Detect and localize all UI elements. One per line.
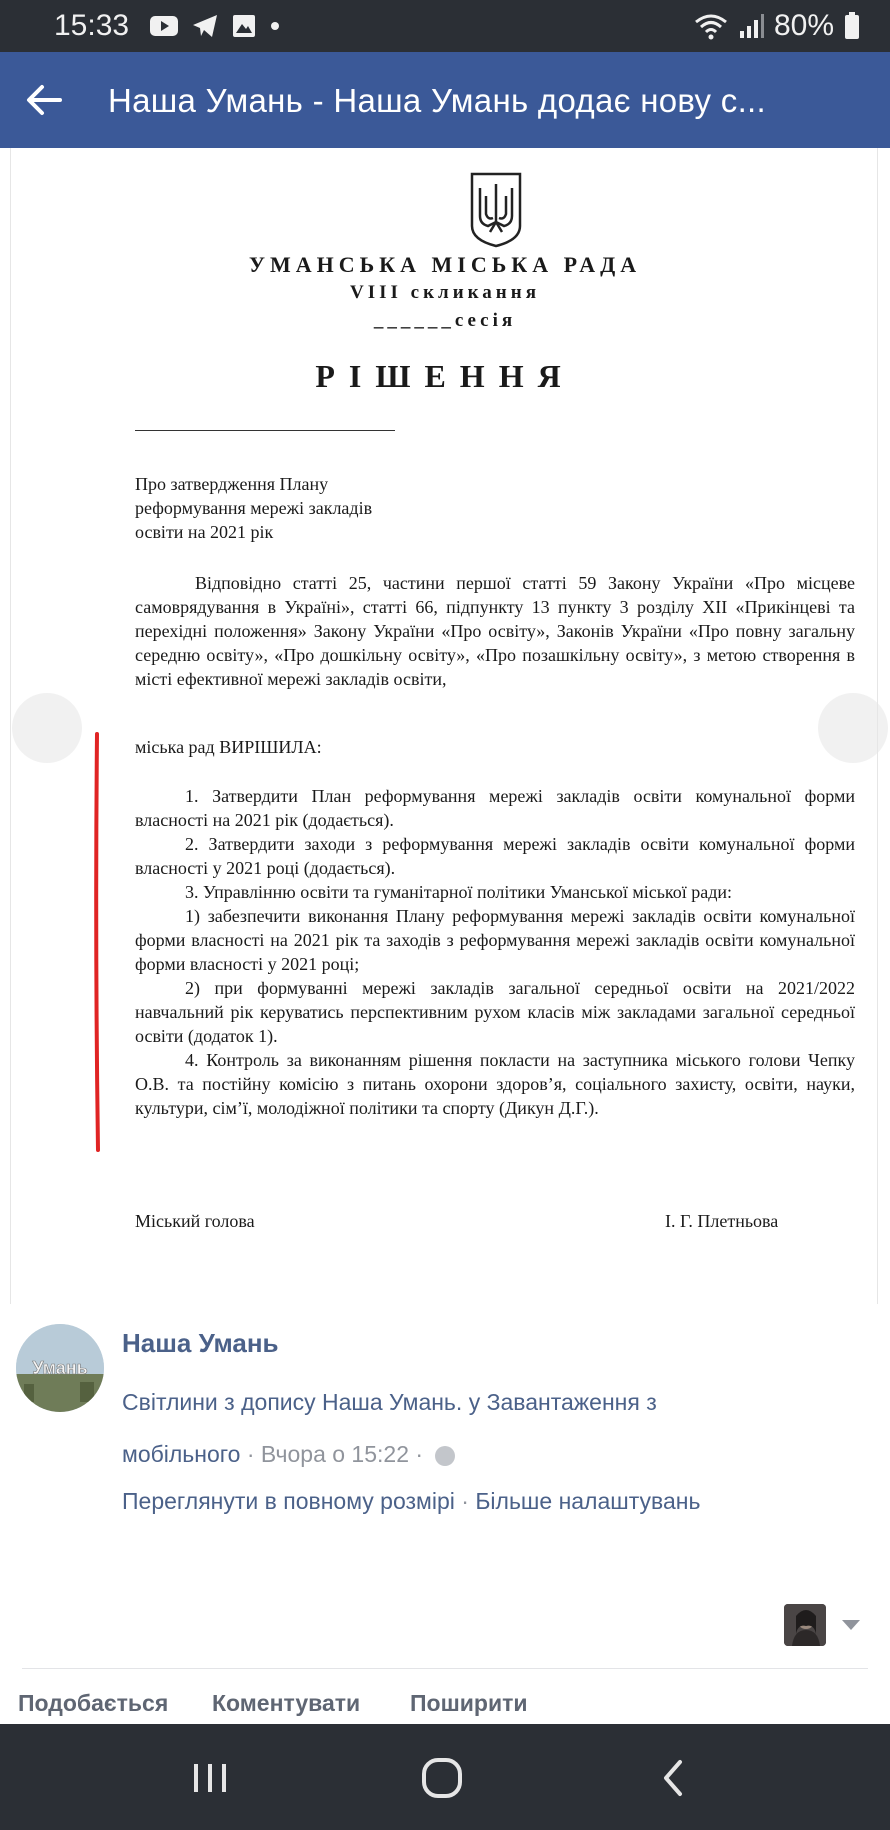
decision-title: РІШЕННЯ [315,358,575,394]
view-full-size-link[interactable]: Переглянути в повному розмірі [122,1488,455,1514]
status-time: 15:33 [54,9,130,42]
back-icon[interactable] [644,1748,704,1808]
decision-item: 3. Управлінню освіти та гуманітарної політики Уманської міської ради: [185,882,733,902]
comment-button[interactable]: Коментувати [212,1690,361,1716]
previous-photo-button[interactable] [12,693,82,763]
subject-line: реформування мережі закладів [135,498,373,518]
reactor-avatar[interactable] [784,1604,826,1646]
mayor-name: І. Г. Плетньова [665,1211,779,1231]
link-separator: · [454,1488,476,1514]
next-photo-button[interactable] [818,693,888,763]
document-photo [10,148,878,1304]
date-line [135,430,395,431]
photo-icon [232,14,256,38]
post-info [0,1304,890,1724]
red-highlight-line [93,732,101,1152]
meta-separator: · [240,1441,261,1467]
share-button[interactable]: Поширити [410,1690,528,1716]
chevron-down-icon[interactable] [842,1620,860,1630]
battery-icon [844,12,860,40]
page-name[interactable]: Наша Умань [122,1328,279,1358]
decision-item: 2) при формуванні мережі закладів загальної середньої освіти на 2021/2022 навчальний рік керуватись перспективним рухом класів між закладами загальної середньої освіти (додаток 1). [135,978,855,1046]
status-bar [0,0,890,52]
convocation: VIII скликання [350,282,540,303]
like-button[interactable]: Подобається [18,1690,169,1716]
decision-item: 1. Затвердити План реформування мережі закладів освіти комунальної форми власності на 2021 рік (додається). [135,786,855,830]
decision-item: 1) забезпечити виконання Плану реформування мережі закладів освіти комунальної форми власності на 2021 рік та заходів з реформування мережі закладів освіти комунальної форми власності у 2021 році; [135,906,855,974]
notification-icons [150,12,280,40]
avatar-image [16,1324,104,1412]
council-name: УМАНСЬКА МІСЬКА РАДА [248,252,642,277]
intro-paragraph: Відповідно статті 25, частини першої статті 59 Закону України «Про місцеве самоврядування в Україні», статті 66, підпункту 13 пункту 3 розділу XII «Прикінцеві та перехідні положення» Закону України «Про освіту», Законів України «Про повну загальну середню освіту», «Про дошкільну освіту», «Про позашкільну освіту», з метою створення в місті ефективної мережі закладів освіти, [135,573,855,689]
decided-line: міська рад ВИРІШИЛА: [135,737,322,757]
more-settings-link[interactable]: Більше налаштувань [475,1488,701,1514]
session: ______сесія [373,310,517,331]
action-bar [0,1684,890,1724]
app-bar [0,52,890,148]
youtube-icon [150,15,178,37]
divider [22,1668,868,1669]
subject-line: Про затвердження Плану [135,474,329,494]
page-avatar[interactable] [16,1324,104,1412]
subject-line: освіти на 2021 рік [135,522,274,542]
status-right [694,9,860,43]
post-time[interactable]: Вчора о 15:22 [260,1441,409,1467]
decision-item: 4. Контроль за виконанням рішення покласти на заступника міського голови Чепку О.В. та постійну комісію з питань охорони здоров’я, соціального захисту, освіти, науки, культури, сім’ї, молодіжної політики та спорту (Дикун Д.Г.). [135,1050,855,1118]
back-arrow-icon[interactable] [24,80,64,120]
decision-item: 2. Затвердити заходи з реформування мережі закладів освіти комунальної форми власності у 2021 році (додається). [135,834,855,878]
page-title: Наша Умань - Наша Умань додає нову с... [108,82,766,119]
globe-icon [435,1446,455,1466]
mayor-label: Міський голова [135,1211,255,1231]
decision-items [135,784,855,1120]
battery-percent: 80% [773,9,834,42]
post-links [122,1488,700,1515]
meta-separator: · [408,1441,430,1467]
decision-subject [135,472,372,544]
wifi-icon [694,12,728,40]
home-icon[interactable] [412,1748,472,1808]
description-text[interactable]: Світлини з допису Наша Умань. у Завантаження з мобільного [122,1389,657,1467]
post-description [122,1376,762,1480]
navigation-bar [0,1724,890,1830]
recent-apps-icon[interactable] [180,1748,240,1808]
telegram-icon [192,14,218,38]
trident-emblem-icon [466,170,526,248]
avatar-lettering: Умань [32,1358,88,1378]
signal-icon [738,13,764,39]
photo-viewer[interactable] [0,148,890,1304]
dot-icon [270,21,280,31]
